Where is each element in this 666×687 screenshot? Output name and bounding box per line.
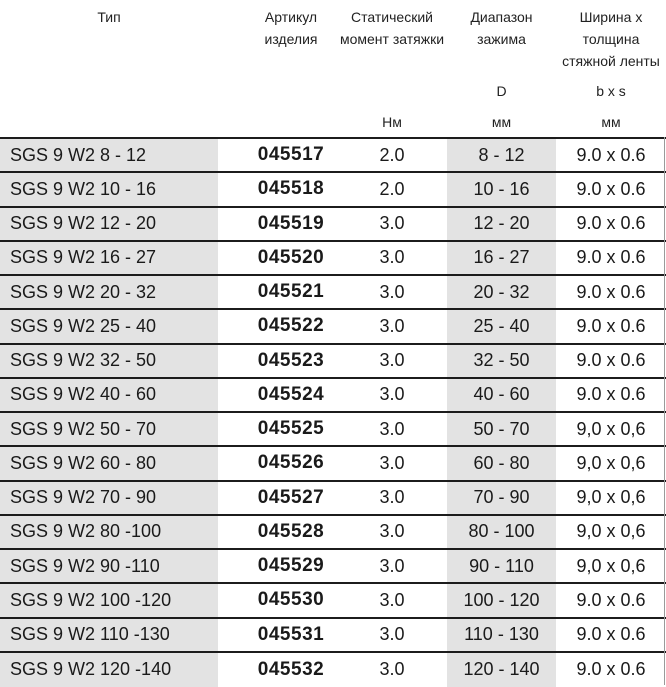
- cell-article: 045526: [257, 452, 325, 474]
- header-band-label: Ширина x толщина стяжной ленты: [562, 9, 660, 69]
- cell-torque: 3.0: [379, 350, 405, 371]
- cell-type: SGS 9 W2 60 - 80: [0, 447, 218, 479]
- table-row: [0, 653, 666, 687]
- cell-band: 9.0 x 0.6: [576, 315, 646, 336]
- cell-type: SGS 9 W2 32 - 50: [0, 345, 218, 377]
- cell-type: SGS 9 W2 10 - 16: [0, 173, 218, 205]
- cell-torque: 3.0: [379, 452, 405, 473]
- header-article-label: Артикул изделия: [264, 9, 318, 47]
- cell-spacer: [218, 242, 245, 274]
- cell-article: 045528: [257, 520, 325, 542]
- cell-spacer: [218, 345, 245, 377]
- table-row: [0, 208, 666, 242]
- cell-type: SGS 9 W2 16 - 27: [0, 242, 218, 274]
- cell-spacer: [218, 447, 245, 479]
- header-torque-label: Статический момент затяжки: [339, 9, 445, 47]
- table-row: [0, 619, 666, 653]
- cell-range: 8 - 12: [447, 139, 556, 171]
- cell-range: 80 - 100: [447, 516, 556, 548]
- cell-band: 9.0 x 0.6: [576, 247, 646, 268]
- cell-range: 40 - 60: [447, 379, 556, 411]
- table-row: [0, 413, 666, 447]
- cell-torque: 3.0: [379, 315, 405, 336]
- header-range-label: Диапазон зажима: [470, 9, 533, 47]
- cell-article: 045532: [257, 658, 325, 680]
- cell-range: 120 - 140: [447, 653, 556, 687]
- cell-type: SGS 9 W2 40 - 60: [0, 379, 218, 411]
- cell-torque: 3.0: [379, 213, 405, 234]
- table-row: [0, 345, 666, 379]
- cell-spacer: [218, 310, 245, 342]
- cell-band: 9.0 x 0.6: [576, 281, 646, 302]
- cell-torque: 3.0: [379, 384, 405, 405]
- table-header: [0, 0, 666, 139]
- cell-torque: 3.0: [379, 659, 405, 680]
- cell-band: 9,0 x 0,6: [576, 452, 646, 473]
- cell-spacer: [218, 619, 245, 651]
- table-row: [0, 584, 666, 618]
- cell-torque: 3.0: [379, 624, 405, 645]
- cell-range: 50 - 70: [447, 413, 556, 445]
- header-type: [0, 0, 218, 137]
- cell-type: SGS 9 W2 110 -130: [0, 619, 218, 651]
- cell-torque: 3.0: [379, 247, 405, 268]
- cell-article: 045524: [257, 383, 325, 405]
- cell-band: 9.0 x 0.6: [576, 178, 646, 199]
- header-band-symbol: b x s: [596, 83, 626, 99]
- cell-range: 90 - 110: [447, 550, 556, 582]
- cell-spacer: [218, 173, 245, 205]
- cell-type: SGS 9 W2 80 -100: [0, 516, 218, 548]
- cell-article: 045517: [257, 144, 325, 166]
- header-range: [447, 0, 556, 137]
- cell-band: 9,0 x 0,6: [576, 521, 646, 542]
- cell-band: 9.0 x 0.6: [576, 144, 646, 165]
- cell-type: SGS 9 W2 20 - 32: [0, 276, 218, 308]
- cell-type: SGS 9 W2 25 - 40: [0, 310, 218, 342]
- table-row: [0, 173, 666, 207]
- cell-type: SGS 9 W2 12 - 20: [0, 208, 218, 240]
- cell-article: 045530: [257, 589, 325, 611]
- cell-spacer: [218, 653, 245, 687]
- cell-range: 10 - 16: [447, 173, 556, 205]
- cell-spacer: [218, 276, 245, 308]
- header-band: [556, 0, 666, 137]
- cell-range: 12 - 20: [447, 208, 556, 240]
- cell-spacer: [218, 584, 245, 616]
- cell-spacer: [218, 139, 245, 171]
- table-row: [0, 276, 666, 310]
- cell-article: 045518: [257, 178, 325, 200]
- cell-range: 25 - 40: [447, 310, 556, 342]
- table-row: [0, 482, 666, 516]
- cell-range: 100 - 120: [447, 584, 556, 616]
- cell-band: 9.0 x 0.6: [576, 350, 646, 371]
- cell-torque: 3.0: [379, 555, 405, 576]
- header-article: [245, 0, 337, 137]
- cell-band: 9.0 x 0.6: [576, 659, 646, 680]
- cell-torque: 3.0: [379, 418, 405, 439]
- cell-spacer: [218, 413, 245, 445]
- table-body: [0, 139, 666, 687]
- header-range-symbol: D: [496, 83, 507, 99]
- header-torque: [337, 0, 447, 137]
- cell-torque: 3.0: [379, 521, 405, 542]
- table-row: [0, 139, 666, 173]
- cell-torque: 3.0: [379, 281, 405, 302]
- cell-spacer: [218, 208, 245, 240]
- cell-spacer: [218, 379, 245, 411]
- cell-band: 9,0 x 0,6: [576, 487, 646, 508]
- cell-band: 9,0 x 0,6: [576, 555, 646, 576]
- cell-band: 9.0 x 0.6: [576, 384, 646, 405]
- cell-article: 045525: [257, 418, 325, 440]
- cell-range: 60 - 80: [447, 447, 556, 479]
- cell-range: 110 - 130: [447, 619, 556, 651]
- cell-band: 9,0 x 0,6: [576, 418, 646, 439]
- cell-type: SGS 9 W2 100 -120: [0, 584, 218, 616]
- cell-article: 045520: [257, 246, 325, 268]
- cell-torque: 3.0: [379, 487, 405, 508]
- table-row: [0, 379, 666, 413]
- right-rule: [664, 137, 665, 685]
- table-row: [0, 550, 666, 584]
- cell-type: SGS 9 W2 120 -140: [0, 653, 218, 687]
- header-band-unit: мм: [601, 114, 621, 130]
- cell-article: 045531: [257, 623, 325, 645]
- cell-article: 045522: [257, 315, 325, 337]
- table-row: [0, 242, 666, 276]
- cell-article: 045527: [257, 486, 325, 508]
- cell-range: 32 - 50: [447, 345, 556, 377]
- header-type-label: Тип: [97, 9, 121, 25]
- cell-type: SGS 9 W2 90 -110: [0, 550, 218, 582]
- cell-type: SGS 9 W2 8 - 12: [0, 139, 218, 171]
- cell-article: 045519: [257, 212, 325, 234]
- cell-type: SGS 9 W2 50 - 70: [0, 413, 218, 445]
- table-row: [0, 516, 666, 550]
- cell-spacer: [218, 550, 245, 582]
- header-range-unit: мм: [491, 114, 512, 130]
- cell-band: 9.0 x 0.6: [576, 589, 646, 610]
- cell-spacer: [218, 516, 245, 548]
- cell-article: 045523: [257, 349, 325, 371]
- cell-torque: 2.0: [379, 144, 405, 165]
- cell-range: 70 - 90: [447, 482, 556, 514]
- table-row: [0, 447, 666, 481]
- cell-band: 9.0 x 0.6: [576, 213, 646, 234]
- cell-torque: 3.0: [379, 589, 405, 610]
- cell-range: 16 - 27: [447, 242, 556, 274]
- header-torque-unit: Нм: [382, 114, 402, 130]
- cell-band: 9.0 x 0.6: [576, 624, 646, 645]
- cell-article: 045529: [257, 555, 325, 577]
- table-row: [0, 310, 666, 344]
- cell-spacer: [218, 482, 245, 514]
- cell-article: 045521: [257, 281, 325, 303]
- cell-type: SGS 9 W2 70 - 90: [0, 482, 218, 514]
- cell-torque: 2.0: [379, 178, 405, 199]
- cell-range: 20 - 32: [447, 276, 556, 308]
